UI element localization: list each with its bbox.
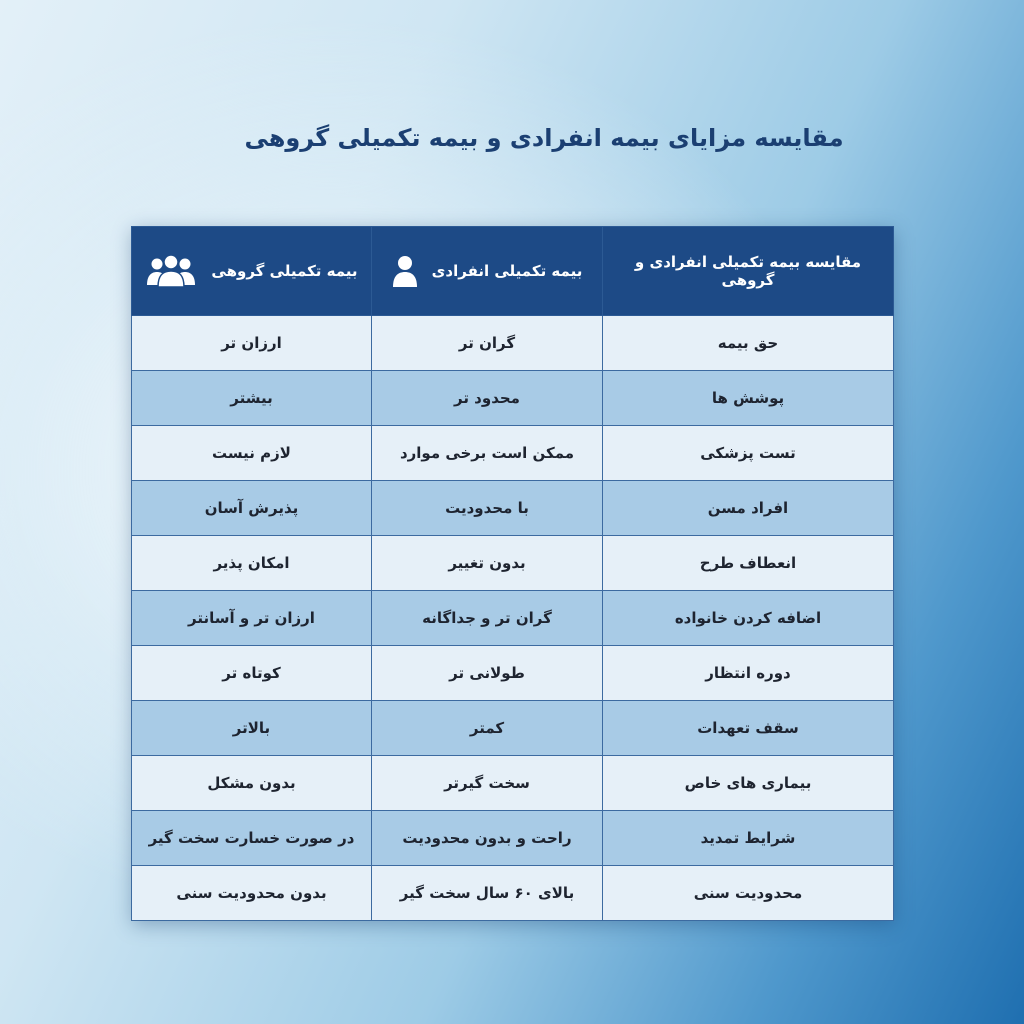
cell-feature: پوشش ها: [603, 371, 894, 426]
header-comparison: [603, 227, 894, 316]
table-row: [132, 811, 894, 866]
table-row: [132, 756, 894, 811]
cell-group: کوتاه تر: [132, 646, 372, 701]
person-icon: [392, 254, 418, 288]
cell-group: بیشتر: [132, 371, 372, 426]
cell-group: امکان پذیر: [132, 536, 372, 591]
cell-feature: افراد مسن: [603, 481, 894, 536]
cell-individual: ممکن است برخی موارد: [372, 426, 603, 481]
cell-individual: کمتر: [372, 701, 603, 756]
header-individual-label: بیمه تکمیلی انفرادی: [431, 262, 583, 280]
cell-feature: بیماری های خاص: [603, 756, 894, 811]
cell-individual: سخت گیرتر: [372, 756, 603, 811]
cell-feature: انعطاف طرح: [603, 536, 894, 591]
header-individual: [372, 227, 603, 316]
table-row: [132, 591, 894, 646]
page-title: مقایسه مزایای بیمه انفرادی و بیمه تکمیلی گروهی: [244, 124, 844, 152]
cell-group: بدون مشکل: [132, 756, 372, 811]
cell-feature: محدودیت سنی: [603, 866, 894, 921]
table-row: [132, 481, 894, 536]
cell-feature: شرایط تمدید: [603, 811, 894, 866]
cell-individual: گران تر: [372, 316, 603, 371]
cell-individual: طولانی تر: [372, 646, 603, 701]
header-comparison-label: مقایسه بیمه تکمیلی انفرادی و گروهی: [634, 253, 862, 289]
cell-feature: تست پزشکی: [603, 426, 894, 481]
cell-group: لازم نیست: [132, 426, 372, 481]
table-row: [132, 646, 894, 701]
group-icon: [145, 254, 197, 288]
table-row: [132, 316, 894, 371]
cell-group: ارزان تر و آسانتر: [132, 591, 372, 646]
cell-feature: دوره انتظار: [603, 646, 894, 701]
cell-feature: اضافه کردن خانواده: [603, 591, 894, 646]
cell-individual: راحت و بدون محدودیت: [372, 811, 603, 866]
table-row: [132, 426, 894, 481]
cell-group: در صورت خسارت سخت گیر: [132, 811, 372, 866]
table-row: [132, 701, 894, 756]
cell-individual: با محدودیت: [372, 481, 603, 536]
cell-group: ارزان تر: [132, 316, 372, 371]
table-row: [132, 371, 894, 426]
cell-individual: بالای ۶۰ سال سخت گیر: [372, 866, 603, 921]
header-group: [132, 227, 372, 316]
cell-individual: بدون تغییر: [372, 536, 603, 591]
cell-group: پذیرش آسان: [132, 481, 372, 536]
header-group-label: بیمه تکمیلی گروهی: [211, 262, 358, 280]
comparison-table: [132, 226, 894, 921]
table-row: [132, 866, 894, 921]
cell-individual: محدود تر: [372, 371, 603, 426]
cell-group: بدون محدودیت سنی: [132, 866, 372, 921]
table-header-row: [132, 227, 894, 316]
cell-group: بالاتر: [132, 701, 372, 756]
table-row: [132, 536, 894, 591]
cell-feature: حق بیمه: [603, 316, 894, 371]
cell-feature: سقف تعهدات: [603, 701, 894, 756]
cell-individual: گران تر و جداگانه: [372, 591, 603, 646]
